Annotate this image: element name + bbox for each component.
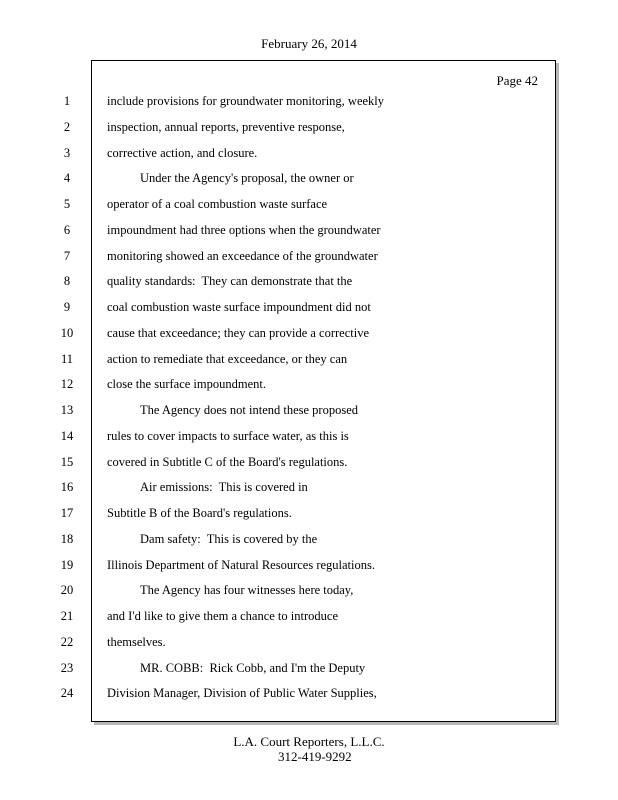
transcript-line-text: Subtitle B of the Board's regulations.	[107, 506, 292, 520]
transcript-line-text: The Agency does not intend these proposed	[140, 403, 359, 417]
line-number: 10	[60, 325, 74, 340]
line-number: 16	[60, 480, 74, 495]
transcript-line-text: quality standards: They can demonstrate that the	[107, 274, 353, 289]
line-number: 11	[60, 351, 74, 366]
transcript-line-text: action to remediate that exceedance, or they can	[107, 351, 348, 366]
line-number: 19	[60, 557, 74, 572]
transcript-line-text: Illinois Department of Natural Resources regulations.	[107, 557, 375, 572]
transcript-line-text: inspection, annual reports, preventive response,	[107, 119, 345, 134]
line-number: 24	[60, 686, 74, 701]
line-number: 22	[60, 634, 74, 649]
line-number: 8	[63, 274, 71, 289]
line-number: 21	[60, 609, 74, 623]
line-number: 17	[60, 506, 74, 520]
transcript-line-text: covered in Subtitle C of the Board's regulations.	[107, 454, 348, 469]
header-date: February 26, 2014	[261, 36, 357, 51]
transcript-line-text: MR. COBB: Rick Cobb, and I'm the Deputy	[140, 660, 366, 675]
transcript-line-text: Division Manager, Division of Public Water Supplies,	[107, 686, 377, 701]
transcript-line-text: Air emissions: This is covered in	[140, 480, 308, 495]
transcript-line-text: rules to cover impacts to surface water, as this is	[107, 428, 349, 443]
line-number: 9	[63, 300, 71, 314]
transcript-line-text: The Agency has four witnesses here today,	[140, 583, 354, 598]
line-number: 23	[60, 660, 74, 675]
transcript-line-text: close the surface impoundment.	[107, 377, 266, 392]
line-number: 6	[63, 222, 71, 237]
line-number: 15	[60, 454, 74, 469]
line-number: 13	[60, 403, 74, 417]
line-number: 20	[60, 583, 74, 598]
line-number: 7	[63, 248, 71, 263]
transcript-line-text: corrective action, and closure.	[107, 145, 258, 160]
transcript-line-text: Under the Agency's proposal, the owner or	[140, 171, 354, 186]
transcript-line-text: include provisions for groundwater monitoring, weekly	[107, 94, 385, 108]
line-number: 14	[60, 428, 74, 443]
line-number: 2	[63, 119, 71, 134]
line-number: 1	[63, 94, 71, 108]
transcript-line-text: monitoring showed an exceedance of the groundwater	[107, 248, 378, 263]
line-number: 18	[60, 531, 74, 546]
page-number: Page 42	[496, 73, 538, 88]
transcript-line-text: cause that exceedance; they can provide a corrective	[107, 325, 369, 340]
transcript-line-text: operator of a coal combustion waste surface	[107, 197, 328, 211]
transcript-line-text: coal combustion waste surface impoundment did not	[107, 300, 371, 314]
line-number: 5	[63, 197, 71, 211]
line-number: 4	[63, 171, 71, 186]
transcript-line-text: Dam safety: This is covered by the	[140, 531, 318, 546]
footer-company: L.A. Court Reporters, L.L.C.	[233, 734, 385, 749]
transcript-line-text: impoundment had three options when the groundwater	[107, 222, 381, 237]
transcript-line-text: and I'd like to give them a chance to introduce	[107, 609, 338, 623]
line-number: 12	[60, 377, 74, 392]
footer-phone: 312-419-9292	[278, 749, 352, 764]
line-number: 3	[63, 145, 71, 160]
transcript-line-text: themselves.	[107, 634, 166, 649]
